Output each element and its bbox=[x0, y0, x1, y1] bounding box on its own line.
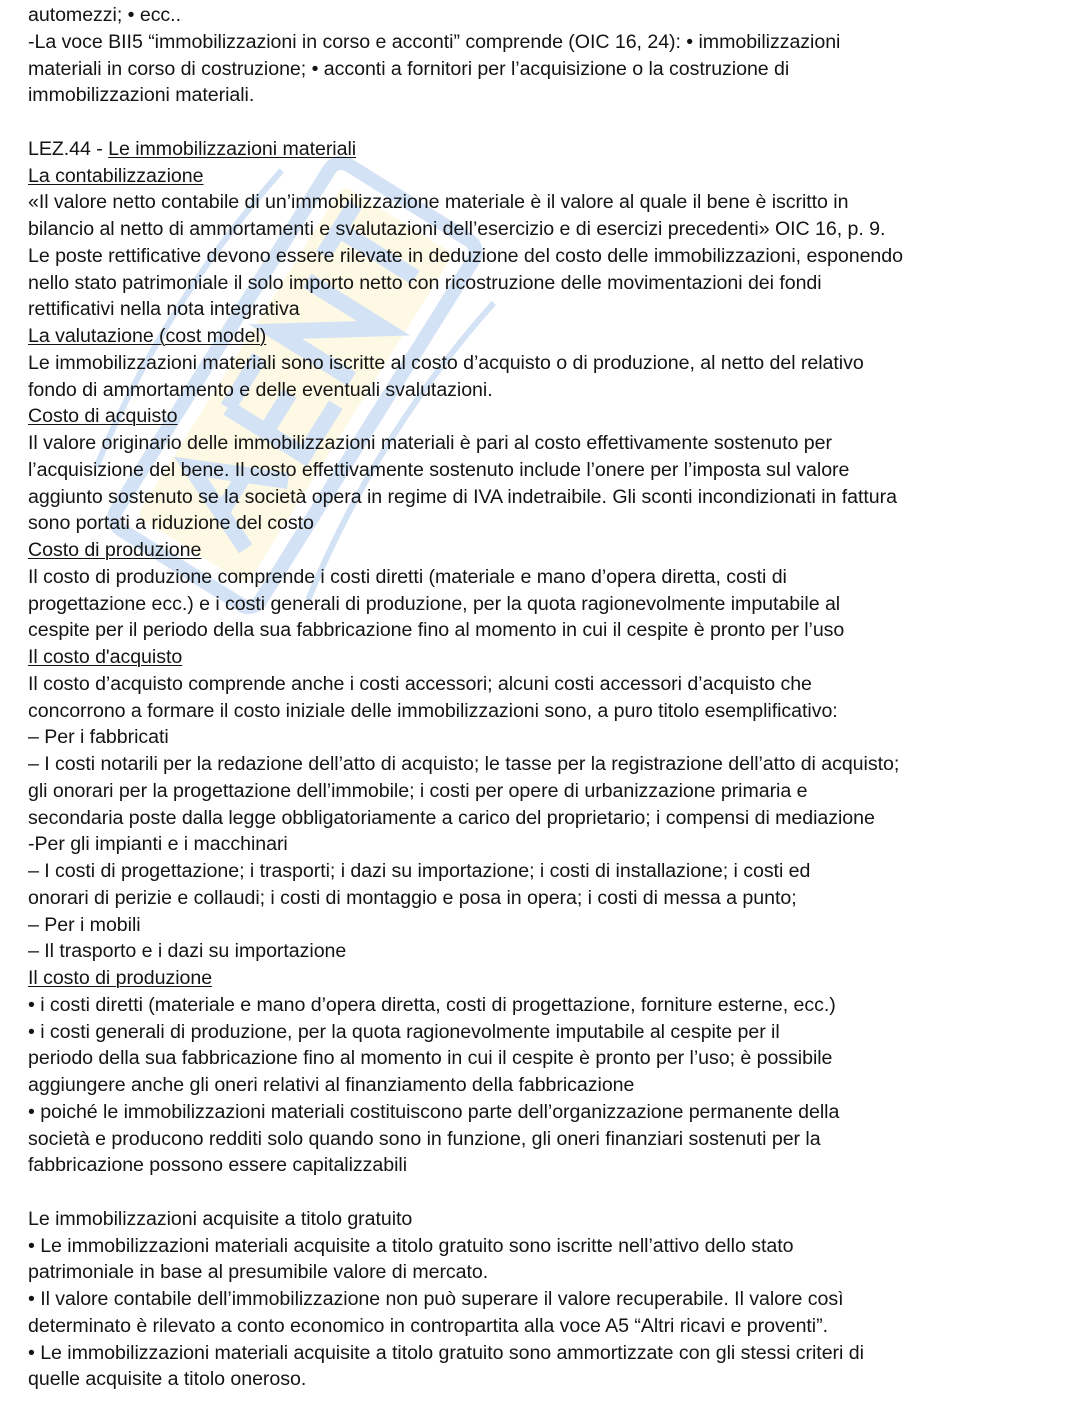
text-line: immobilizzazioni materiali. bbox=[28, 84, 255, 107]
underlined-heading-text: La contabilizzazione bbox=[28, 164, 204, 187]
text-line: società e producono redditi solo quando sono in funzione, gli oneri finanziari sostenuti per la bbox=[28, 1127, 821, 1150]
text-line: cespite per il periodo della sua fabbricazione fino al momento in cui il cespite è pronto per l’uso bbox=[28, 619, 845, 642]
text-line: – Per i mobili bbox=[28, 913, 141, 936]
text-line: patrimoniale in base al presumibile valore di mercato. bbox=[28, 1261, 489, 1284]
text-line: secondaria poste dalla legge obbligatoriamente a carico del proprietario; i compensi di mediazione bbox=[28, 806, 875, 829]
text-line: automezzi; • ecc.. bbox=[28, 4, 181, 26]
text-line: fabbricazione possono essere capitalizzabili bbox=[28, 1154, 408, 1177]
text-line: fondo di ammortamento e delle eventuali svalutazioni. bbox=[28, 378, 493, 401]
section-heading bbox=[28, 644, 1068, 671]
text-line: – I costi notarili per la redazione dell’atto di acquisto; le tasse per la registrazione dell’atto di acquisto; bbox=[28, 753, 900, 775]
text-line: bilancio al netto di ammortamenti e svalutazioni dell’esercizio e di esercizi precedenti» OIC 16, p. 9. bbox=[28, 218, 886, 240]
text-line: • Il valore contabile dell’immobilizzazione non può superare il valore recuperabile. Il valore così bbox=[28, 1288, 844, 1310]
text-line: – Per i fabbricati bbox=[28, 726, 169, 749]
blank-line bbox=[28, 1179, 1068, 1206]
text-line: Il costo di produzione comprende i costi diretti (materiale e mano d’opera diretta, costi di bbox=[28, 565, 787, 588]
text-line: -Per gli impianti e i macchinari bbox=[28, 833, 288, 856]
text-line: • Le immobilizzazioni materiali acquisite a titolo gratuito sono ammortizzate con gli stessi criteri di bbox=[28, 1341, 864, 1364]
text-line: aggiungere anche gli oneri relativi al finanziamento della fabbricazione bbox=[28, 1074, 635, 1096]
text-line: -La voce BII5 “immobilizzazioni in corso e acconti” comprende (OIC 16, 24): • immobilizzazioni bbox=[28, 30, 841, 53]
text-line: quelle acquisite a titolo oneroso. bbox=[28, 1368, 307, 1391]
underlined-heading-text: La valutazione (cost model) bbox=[28, 325, 267, 347]
text-line: aggiunto sostenuto se la società opera in regime di IVA indetraibile. Gli sconti incondizionati in fattura bbox=[28, 485, 897, 508]
text-line: concorrono a formare il costo iniziale delle immobilizzazioni sono, a puro titolo esemplificativo: bbox=[28, 699, 838, 722]
text-line: determinato è rilevato a conto economico in contropartita alla voce A5 “Altri ricavi e proventi”. bbox=[28, 1314, 828, 1337]
text-line: periodo della sua fabbricazione fino al momento in cui il cespite è pronto per l’uso; è possibile bbox=[28, 1047, 833, 1070]
underlined-heading-text: Costo di produzione bbox=[28, 539, 202, 561]
text-line: Le immobilizzazioni materiali sono iscritte al costo d’acquisto o di produzione, al netto del relativo bbox=[28, 351, 864, 374]
blank-line bbox=[28, 109, 1068, 136]
section-heading bbox=[28, 537, 1068, 564]
underlined-heading-text: Le immobilizzazioni materiali bbox=[108, 137, 357, 160]
text-line: – I costi di progettazione; i trasporti; i dazi su importazione; i costi di installazione; i costi ed bbox=[28, 860, 811, 882]
section-heading bbox=[28, 965, 1068, 992]
text-line: Il costo d’acquisto comprende anche i costi accessori; alcuni costi accessori d’acquisto che bbox=[28, 672, 812, 695]
text-line: • i costi diretti (materiale e mano d’opera diretta, costi di progettazione, forniture esterne, ecc.) bbox=[28, 993, 836, 1016]
text-line: • Le immobilizzazioni materiali acquisite a titolo gratuito sono iscritte nell’attivo dello stato bbox=[28, 1234, 794, 1257]
text-line: l’acquisizione del bene. Il costo effettivamente sostenuto include l’onere per l’imposta sul valore bbox=[28, 458, 850, 481]
text-line: • poiché le immobilizzazioni materiali costituiscono parte dell’organizzazione permanente della bbox=[28, 1100, 840, 1123]
text-line: – Il trasporto e i dazi su importazione bbox=[28, 940, 347, 963]
text-line: rettificativi nella nota integrativa bbox=[28, 298, 300, 321]
lesson-number: LEZ.44 - bbox=[28, 137, 109, 160]
lesson-heading bbox=[28, 136, 1068, 163]
underlined-heading-text: Il costo d'acquisto bbox=[28, 646, 183, 668]
section-heading bbox=[28, 323, 1068, 350]
text-line: materiali in corso di costruzione; • acconti a fornitori per l’acquisizione o la costruzione di bbox=[28, 57, 790, 80]
text-line: • i costi generali di produzione, per la quota ragionevolmente imputabile al cespite per il bbox=[28, 1020, 780, 1043]
text-line: sono portati a riduzione del costo bbox=[28, 512, 314, 535]
underlined-heading-text: Costo di acquisto bbox=[28, 405, 178, 428]
text-line: «Il valore netto contabile di un’immobilizzazione materiale è il valore al quale il bene è iscritto in bbox=[28, 191, 849, 214]
text-line: Le immobilizzazioni acquisite a titolo gratuito bbox=[28, 1207, 413, 1230]
text-line: gli onorari per la progettazione dell’immobile; i costi per opere di urbanizzazione primaria e bbox=[28, 779, 808, 802]
document-page bbox=[28, 2, 1068, 1393]
text-line: nello stato patrimoniale il solo importo netto con ricostruzione delle movimentazioni dei fondi bbox=[28, 271, 822, 294]
underlined-heading-text: Il costo di produzione bbox=[28, 967, 213, 989]
text-line: onorari di perizie e collaudi; i costi di montaggio e posa in opera; i costi di messa a punto; bbox=[28, 886, 797, 909]
text-line: Le poste rettificative devono essere rilevate in deduzione del costo delle immobilizzazioni, esponendo bbox=[28, 244, 903, 267]
text-line: Il valore originario delle immobilizzazioni materiali è pari al costo effettivamente sostenuto per bbox=[28, 432, 832, 454]
text-line: progettazione ecc.) e i costi generali di produzione, per la quota ragionevolmente imputabile al bbox=[28, 592, 841, 615]
section-heading bbox=[28, 163, 1068, 190]
section-heading bbox=[28, 403, 1068, 430]
